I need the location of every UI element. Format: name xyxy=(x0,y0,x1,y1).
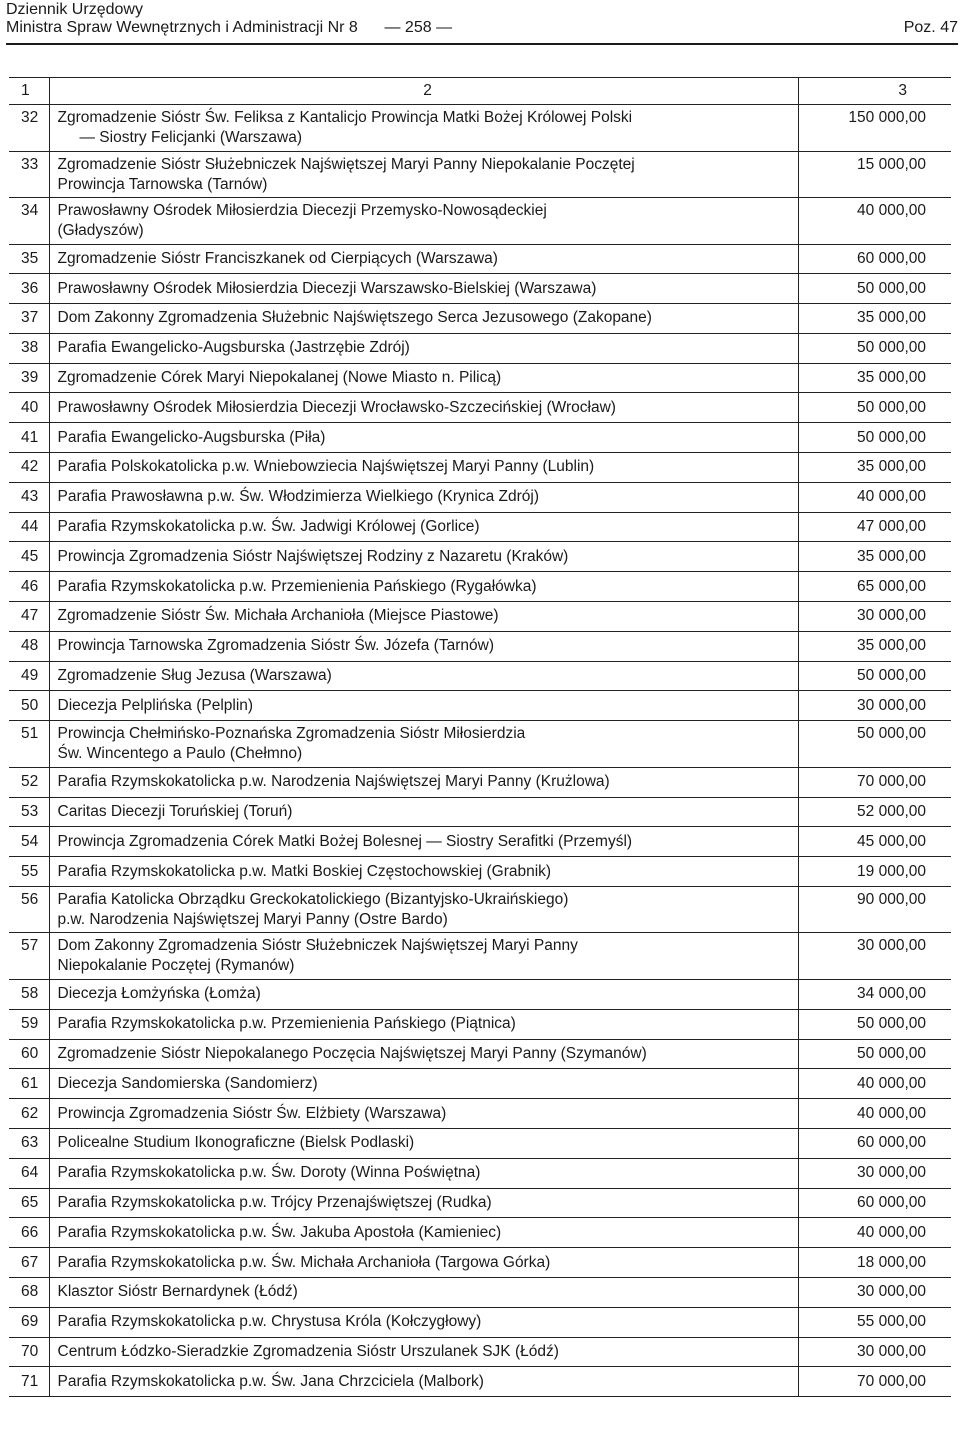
entity-name: Prowincja Zgromadzenia Sióstr Św. Elżbiety (Warszawa) xyxy=(49,1099,798,1129)
column-header-row xyxy=(9,78,951,105)
entity-name-line-2: Prowincja Tarnowska (Tarnów) xyxy=(57,175,268,193)
table-row xyxy=(9,105,951,152)
row-number: 35 xyxy=(9,244,49,274)
grant-amount: 50 000,00 xyxy=(798,333,951,363)
entity-name: Parafia Rzymskokatolicka p.w. Św. Jakuba Apostoła (Kamieniec) xyxy=(49,1218,798,1248)
table-row xyxy=(9,482,951,512)
entity-name-line-1: Zgromadzenie Sióstr Służebniczek Najświętszej Maryi Panny Niepokalanie Poczętej xyxy=(57,155,635,173)
table-row xyxy=(9,542,951,572)
row-number: 68 xyxy=(9,1277,49,1307)
grant-amount: 150 000,00 xyxy=(798,105,951,152)
grant-amount: 70 000,00 xyxy=(798,767,951,797)
grant-amount: 50 000,00 xyxy=(798,661,951,691)
grant-amount: 50 000,00 xyxy=(798,393,951,423)
table-row xyxy=(9,933,951,980)
entity-name xyxy=(49,105,798,152)
grant-amount: 18 000,00 xyxy=(798,1248,951,1278)
table-row xyxy=(9,661,951,691)
grant-amount: 35 000,00 xyxy=(798,304,951,334)
entity-name: Caritas Diecezji Toruńskiej (Toruń) xyxy=(49,797,798,827)
entity-name xyxy=(49,933,798,980)
row-number: 59 xyxy=(9,1009,49,1039)
entity-name: Parafia Polskokatolicka p.w. Wniebowziecia Najświętszej Maryi Panny (Lublin) xyxy=(49,453,798,483)
grant-amount: 50 000,00 xyxy=(798,1039,951,1069)
journal-title: Dziennik Urzędowy xyxy=(6,1,143,18)
entity-name: Prowincja Zgromadzenia Sióstr Najświętszej Rodziny z Nazaretu (Kraków) xyxy=(49,542,798,572)
table-row xyxy=(9,1069,951,1099)
grant-amount: 70 000,00 xyxy=(798,1367,951,1397)
entity-name-line-2: (Gładyszów) xyxy=(57,222,144,239)
grant-amount: 60 000,00 xyxy=(798,1128,951,1158)
table-row xyxy=(9,1248,951,1278)
table-row xyxy=(9,393,951,423)
entity-name: Zgromadzenie Córek Maryi Niepokalanej (Nowe Miasto n. Pilicą) xyxy=(49,363,798,393)
row-number: 65 xyxy=(9,1188,49,1218)
table-row xyxy=(9,631,951,661)
grant-amount: 50 000,00 xyxy=(798,274,951,304)
table-row xyxy=(9,1158,951,1188)
grant-amount: 40 000,00 xyxy=(798,482,951,512)
entity-name: Zgromadzenie Sióstr Franciszkanek od Cierpiących (Warszawa) xyxy=(49,244,798,274)
entity-name: Parafia Ewangelicko-Augsburska (Jastrzębie Zdrój) xyxy=(49,333,798,363)
entity-name: Parafia Rzymskokatolicka p.w. Św. Michała Archanioła (Targowa Górka) xyxy=(49,1248,798,1278)
row-number: 45 xyxy=(9,542,49,572)
entity-name: Parafia Rzymskokatolicka p.w. Matki Boskiej Częstochowskiej (Grabnik) xyxy=(49,857,798,887)
entity-name: Dom Zakonny Zgromadzenia Służebnic Najświętszego Serca Jezusowego (Zakopane) xyxy=(49,304,798,334)
row-number: 61 xyxy=(9,1069,49,1099)
row-number: 71 xyxy=(9,1367,49,1397)
grant-amount: 35 000,00 xyxy=(798,542,951,572)
row-number: 58 xyxy=(9,979,49,1009)
entity-name-line-2: p.w. Narodzenia Najświętszej Maryi Panny (Ostre Bardo) xyxy=(57,910,448,928)
row-number: 56 xyxy=(9,886,49,933)
grant-amount: 60 000,00 xyxy=(798,1188,951,1218)
row-number: 57 xyxy=(9,933,49,980)
grant-amount: 30 000,00 xyxy=(798,933,951,980)
entity-name: Parafia Rzymskokatolicka p.w. Trójcy Przenajświętszej (Rudka) xyxy=(49,1188,798,1218)
entity-name-line-1: Zgromadzenie Sióstr Św. Feliksa z Kantalicjo Prowincja Matki Bożej Królowej Polski xyxy=(57,109,633,126)
grant-amount: 35 000,00 xyxy=(798,363,951,393)
grants-table xyxy=(9,77,951,1397)
table-row xyxy=(9,602,951,632)
entity-name-line-1: Prowincja Chełmińsko-Poznańska Zgromadzenia Sióstr Miłosierdzia xyxy=(57,725,526,743)
entity-name-line-2: Niepokalanie Poczętej (Rymanów) xyxy=(57,957,295,975)
grants-table-body xyxy=(9,78,951,1397)
table-row xyxy=(9,691,951,721)
position-number: Poz. 47 xyxy=(903,19,958,36)
entity-name xyxy=(49,151,798,198)
entity-name: Zgromadzenie Sióstr Św. Michała Archanioła (Miejsce Piastowe) xyxy=(49,602,798,632)
row-number: 54 xyxy=(9,827,49,857)
row-number: 46 xyxy=(9,572,49,602)
grant-amount: 50 000,00 xyxy=(798,1009,951,1039)
row-number: 43 xyxy=(9,482,49,512)
entity-name: Zgromadzenie Sług Jezusa (Warszawa) xyxy=(49,661,798,691)
grant-amount: 40 000,00 xyxy=(798,1099,951,1129)
grant-amount: 45 000,00 xyxy=(798,827,951,857)
entity-name xyxy=(49,721,798,768)
entity-name-line-1: Dom Zakonny Zgromadzenia Sióstr Służebniczek Najświętszej Maryi Panny xyxy=(57,937,578,955)
grant-amount: 55 000,00 xyxy=(798,1307,951,1337)
grant-amount: 30 000,00 xyxy=(798,691,951,721)
entity-name: Parafia Ewangelicko-Augsburska (Piła) xyxy=(49,423,798,453)
row-number: 53 xyxy=(9,797,49,827)
table-row xyxy=(9,151,951,198)
table-row xyxy=(9,333,951,363)
ministry-name: Ministra Spraw Wewnętrznych i Administracji Nr 8 xyxy=(6,19,358,36)
row-number: 66 xyxy=(9,1218,49,1248)
entity-name: Zgromadzenie Sióstr Niepokalanego Poczęcia Najświętszej Maryi Panny (Szymanów) xyxy=(49,1039,798,1069)
table-row xyxy=(9,274,951,304)
grant-amount: 52 000,00 xyxy=(798,797,951,827)
entity-name-line-2: — Siostry Felicjanki (Warszawa) xyxy=(79,129,302,146)
row-number: 69 xyxy=(9,1307,49,1337)
row-number: 67 xyxy=(9,1248,49,1278)
entity-name: Prawosławny Ośrodek Miłosierdzia Diecezji Wrocławsko-Szczecińskiej (Wrocław) xyxy=(49,393,798,423)
row-number: 34 xyxy=(9,198,49,245)
entity-name xyxy=(49,198,798,245)
grant-amount: 40 000,00 xyxy=(798,1069,951,1099)
row-number: 64 xyxy=(9,1158,49,1188)
table-row xyxy=(9,1307,951,1337)
row-number: 49 xyxy=(9,661,49,691)
entity-name: Parafia Rzymskokatolicka p.w. Narodzenia Najświętszej Maryi Panny (Krużlowa) xyxy=(49,767,798,797)
row-number: 52 xyxy=(9,767,49,797)
entity-name: Prowincja Tarnowska Zgromadzenia Sióstr Św. Józefa (Tarnów) xyxy=(49,631,798,661)
grant-amount: 30 000,00 xyxy=(798,1337,951,1367)
grant-amount: 15 000,00 xyxy=(798,151,951,198)
entity-name: Policealne Studium Ikonograficzne (Bielsk Podlaski) xyxy=(49,1128,798,1158)
entity-name: Prawosławny Ośrodek Miłosierdzia Diecezji Warszawsko-Bielskiej (Warszawa) xyxy=(49,274,798,304)
entity-name: Diecezja Łomżyńska (Łomża) xyxy=(49,979,798,1009)
column-header-3: 3 xyxy=(798,78,951,105)
grant-amount: 35 000,00 xyxy=(798,631,951,661)
table-row xyxy=(9,1039,951,1069)
grant-amount: 19 000,00 xyxy=(798,857,951,887)
entity-name: Parafia Prawosławna p.w. Św. Włodzimierza Wielkiego (Krynica Zdrój) xyxy=(49,482,798,512)
column-header-2: 2 xyxy=(49,78,798,105)
grant-amount: 60 000,00 xyxy=(798,244,951,274)
table-row xyxy=(9,304,951,334)
row-number: 44 xyxy=(9,512,49,542)
entity-name: Parafia Rzymskokatolicka p.w. Przemienienia Pańskiego (Rygałówka) xyxy=(49,572,798,602)
entity-name: Parafia Rzymskokatolicka p.w. Przemienienia Pańskiego (Piątnica) xyxy=(49,1009,798,1039)
table-row xyxy=(9,1367,951,1397)
row-number: 63 xyxy=(9,1128,49,1158)
row-number: 39 xyxy=(9,363,49,393)
row-number: 51 xyxy=(9,721,49,768)
ministry-title xyxy=(6,18,452,37)
row-number: 36 xyxy=(9,274,49,304)
entity-name: Centrum Łódzko-Sieradzkie Zgromadzenia Sióstr Urszulanek SJK (Łódź) xyxy=(49,1337,798,1367)
entity-name: Parafia Rzymskokatolicka p.w. Św. Jana Chrzciciela (Malbork) xyxy=(49,1367,798,1397)
row-number: 41 xyxy=(9,423,49,453)
header-rule xyxy=(6,43,958,45)
table-row xyxy=(9,1099,951,1129)
grant-amount: 30 000,00 xyxy=(798,602,951,632)
grant-amount: 90 000,00 xyxy=(798,886,951,933)
row-number: 42 xyxy=(9,453,49,483)
table-row xyxy=(9,423,951,453)
entity-name: Diecezja Pelplińska (Pelplin) xyxy=(49,691,798,721)
table-row xyxy=(9,512,951,542)
table-row xyxy=(9,363,951,393)
table-row xyxy=(9,886,951,933)
entity-name-line-1: Prawosławny Ośrodek Miłosierdzia Diecezji Przemysko-Nowosądeckiej xyxy=(57,202,547,219)
table-row xyxy=(9,1218,951,1248)
page-marker: — 258 — xyxy=(384,19,453,36)
table-row xyxy=(9,857,951,887)
grant-amount: 30 000,00 xyxy=(798,1158,951,1188)
table-row xyxy=(9,767,951,797)
entity-name: Parafia Rzymskokatolicka p.w. Św. Doroty (Winna Poświętna) xyxy=(49,1158,798,1188)
entity-name-line-2: Św. Wincentego a Paulo (Chełmno) xyxy=(57,745,303,763)
row-number: 62 xyxy=(9,1099,49,1129)
grant-amount: 50 000,00 xyxy=(798,423,951,453)
row-number: 60 xyxy=(9,1039,49,1069)
grant-amount: 47 000,00 xyxy=(798,512,951,542)
entity-name: Diecezja Sandomierska (Sandomierz) xyxy=(49,1069,798,1099)
grant-amount: 30 000,00 xyxy=(798,1277,951,1307)
table-row xyxy=(9,721,951,768)
page-header xyxy=(6,0,958,44)
table-row xyxy=(9,1277,951,1307)
grant-amount: 65 000,00 xyxy=(798,572,951,602)
table-row xyxy=(9,198,951,245)
grant-amount: 35 000,00 xyxy=(798,453,951,483)
grant-amount: 34 000,00 xyxy=(798,979,951,1009)
entity-name-line-1: Parafia Katolicka Obrządku Greckokatolickiego (Bizantyjsko-Ukraińskiego) xyxy=(57,890,569,908)
row-number: 37 xyxy=(9,304,49,334)
column-header-1: 1 xyxy=(9,78,49,105)
table-row xyxy=(9,1337,951,1367)
row-number: 50 xyxy=(9,691,49,721)
entity-name: Klasztor Sióstr Bernardynek (Łódź) xyxy=(49,1277,798,1307)
entity-name: Parafia Rzymskokatolicka p.w. Chrystusa Króla (Kołczygłowy) xyxy=(49,1307,798,1337)
table-row xyxy=(9,1128,951,1158)
entity-name xyxy=(49,886,798,933)
row-number: 32 xyxy=(9,105,49,152)
table-row xyxy=(9,453,951,483)
row-number: 47 xyxy=(9,602,49,632)
row-number: 33 xyxy=(9,151,49,198)
row-number: 55 xyxy=(9,857,49,887)
row-number: 38 xyxy=(9,333,49,363)
table-row xyxy=(9,979,951,1009)
row-number: 70 xyxy=(9,1337,49,1367)
grant-amount: 40 000,00 xyxy=(798,198,951,245)
table-row xyxy=(9,572,951,602)
entity-name: Prowincja Zgromadzenia Córek Matki Bożej Bolesnej — Siostry Serafitki (Przemyśl) xyxy=(49,827,798,857)
row-number: 40 xyxy=(9,393,49,423)
row-number: 48 xyxy=(9,631,49,661)
table-row xyxy=(9,244,951,274)
entity-name: Parafia Rzymskokatolicka p.w. Św. Jadwigi Królowej (Gorlice) xyxy=(49,512,798,542)
table-row xyxy=(9,797,951,827)
table-row xyxy=(9,827,951,857)
table-row xyxy=(9,1188,951,1218)
grant-amount: 50 000,00 xyxy=(798,721,951,768)
table-row xyxy=(9,1009,951,1039)
grant-amount: 40 000,00 xyxy=(798,1218,951,1248)
